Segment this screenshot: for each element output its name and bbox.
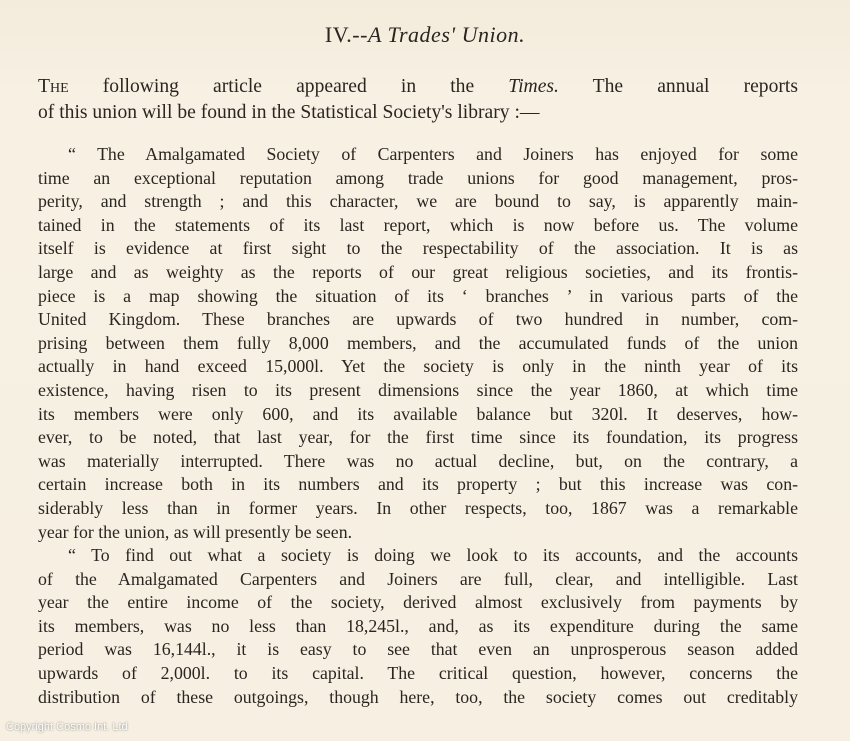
- section-number: IV.--: [324, 22, 368, 47]
- text-line: year the entire income of the society, derived almost exclusively from payments by: [38, 592, 798, 613]
- text-line: year for the union, as will presently be seen.: [38, 521, 353, 542]
- paragraph-1: [38, 143, 798, 544]
- text-line: of the Amalgamated Carpenters and Joiners are full, clear, and intelligible. Last: [38, 568, 798, 589]
- intro-line-1-end: The annual reports: [558, 76, 798, 97]
- intro-line-1: [38, 74, 798, 100]
- section-heading: [0, 22, 850, 48]
- text-line: its members, was no less than 18,245l., and, as its expenditure during the same: [38, 615, 798, 636]
- section-title: A Trades' Union.: [367, 22, 526, 47]
- text-line: period was 16,144l., it is easy to see that even an unprosperous season added: [38, 639, 798, 660]
- times-title: Times.: [508, 76, 559, 97]
- paragraph-2: [38, 544, 798, 709]
- text-line: certain increase both in its numbers and its property ; but this increase was con-: [38, 474, 798, 495]
- text-line: United Kingdom. These branches are upwards of two hundred in number, com-: [38, 309, 798, 330]
- intro-first-word: The: [38, 76, 69, 97]
- text-line: perity, and strength ; and this character, we are bound to say, is apparently main-: [38, 191, 798, 212]
- intro-line-2: of this union will be found in the Statistical Society's library :—: [38, 102, 540, 123]
- text-line: actually in hand exceed 15,000l. Yet the society is only in the ninth year of its: [38, 356, 798, 377]
- text-line: prising between them fully 8,000 members, and the accumulated funds of the union: [38, 332, 798, 353]
- text-line: existence, having risen to its present dimensions since the year 1860, at which time: [38, 379, 798, 400]
- text-line: time an exceptional reputation among trade unions for good management, pros-: [38, 167, 798, 188]
- article-body: [38, 143, 798, 709]
- text-line: ever, to be noted, that last year, for the first time since its foundation, its progress: [38, 427, 798, 448]
- text-line: siderably less than in former years. In other respects, too, 1867 was a remarkable: [38, 497, 798, 518]
- text-line: tained in the statements of its last report, which is now before us. The volume: [38, 214, 798, 235]
- text-line: upwards of 2,000l. to its capital. The critical question, however, concerns the: [38, 663, 798, 684]
- text-line: large and as weighty as the reports of our great religious societies, and its frontis-: [38, 261, 798, 282]
- text-line: “ The Amalgamated Society of Carpenters and Joiners has enjoyed for some: [68, 144, 798, 164]
- text-line: itself is evidence at first sight to the respectability of the association. It is as: [38, 238, 798, 259]
- text-line: distribution of these outgoings, though here, too, the society comes out creditably: [38, 686, 798, 707]
- copyright-watermark: Copyright Cosmo Int. Ltd: [6, 721, 128, 733]
- text-line: its members were only 600, and its available balance but 320l. It deserves, how-: [38, 403, 798, 424]
- intro-paragraph: [38, 74, 798, 126]
- text-line: piece is a map showing the situation of its ‘ branches ’ in various parts of the: [38, 285, 798, 306]
- text-line: was materially interrupted. There was no actual decline, but, on the contrary, a: [38, 450, 798, 471]
- text-line: “ To find out what a society is doing we look to its accounts, and the accounts: [68, 545, 798, 566]
- intro-line-1-text: following article appeared in the: [68, 76, 509, 97]
